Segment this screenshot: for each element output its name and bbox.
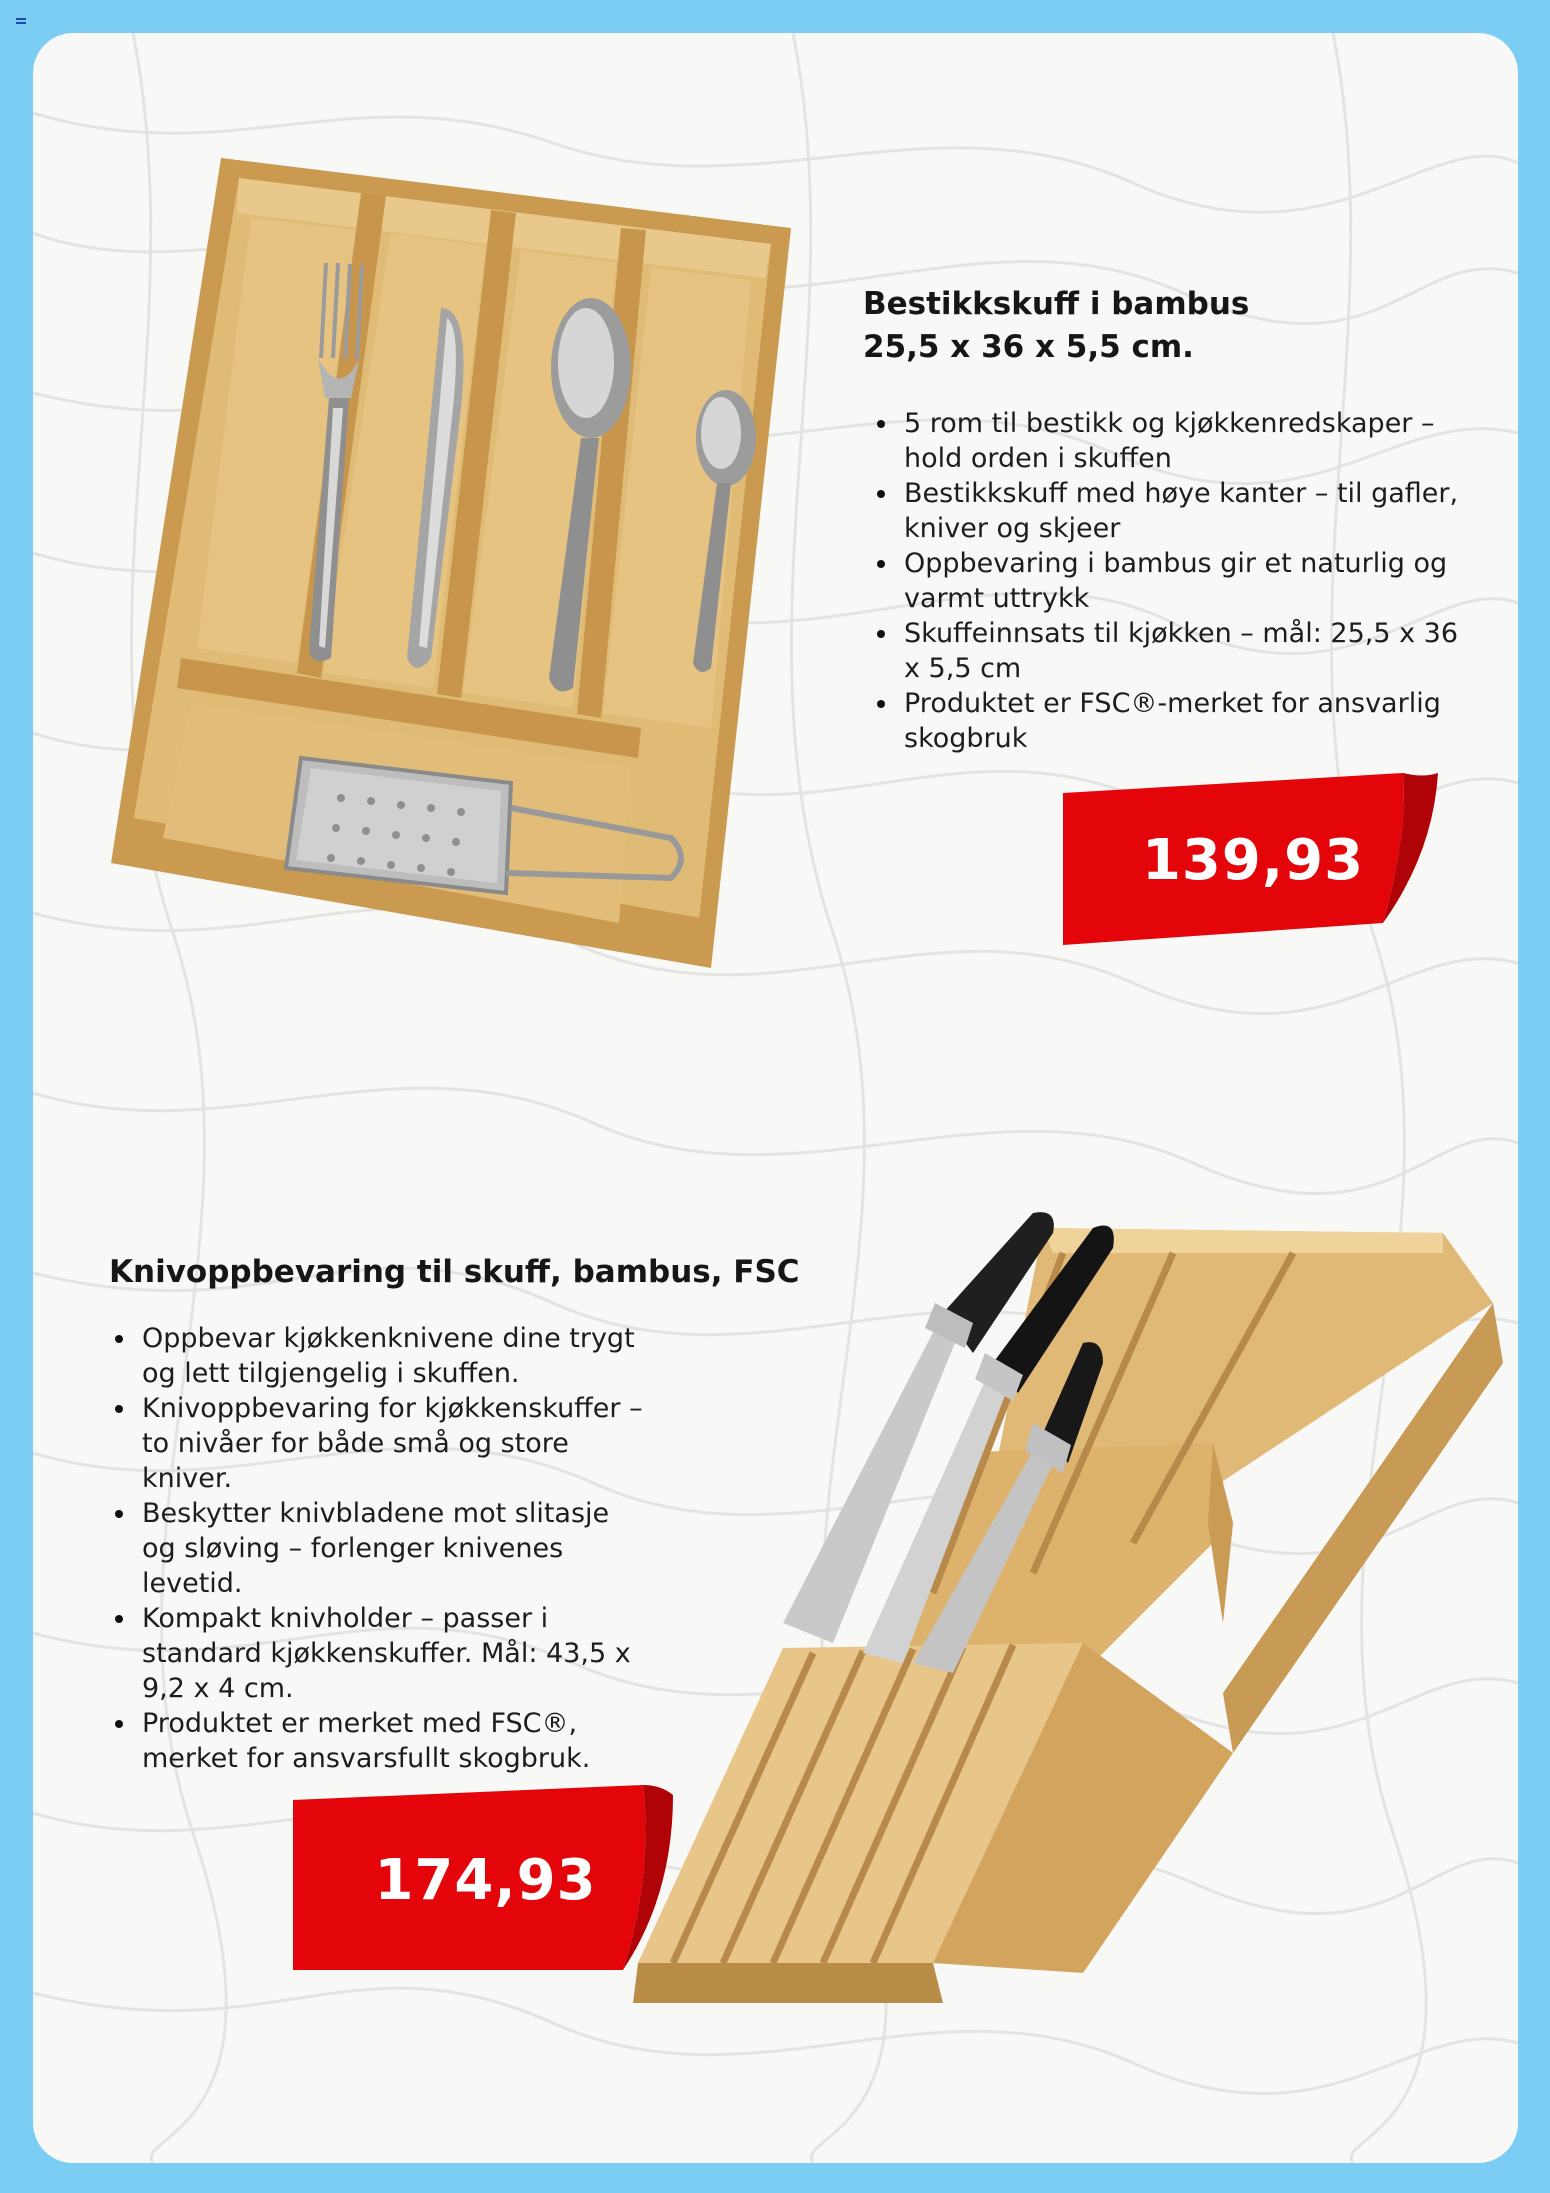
knife-block-image (613, 1193, 1513, 2003)
product-dimensions: 25,5 x 36 x 5,5 cm. (863, 329, 1194, 365)
feature-item: 5 rom til bestikk og kjøkkenredskaper – hold orden i skuffen (871, 406, 1461, 476)
feature-item: Oppbevar kjøkkenknivene dine trygt og lett tilgjengelig i skuffen. (109, 1321, 649, 1391)
feature-item: Knivoppbevaring for kjøkkenskuffer – to nivåer for både små og store kniver. (109, 1391, 649, 1496)
price-value: 139,93 (1141, 828, 1365, 893)
feature-item: Beskytter knivbladene mot slitasje og sløving – forlenger knivenes levetid. (109, 1496, 649, 1601)
menu-icon[interactable] (16, 18, 26, 26)
feature-item: Skuffeinnsats til kjøkken – mål: 25,5 x 36 x 5,5 cm (871, 616, 1461, 686)
product-title-line: Knivoppbevaring til skuff, bambus, FSC (109, 1254, 800, 1290)
feature-item: Kompakt knivholder – passer i standard kjøkkenskuffer. Mål: 43,5 x 9,2 x 4 cm. (109, 1601, 649, 1706)
price-tag-cutlery-tray (1063, 773, 1443, 948)
flyer-page (33, 33, 1518, 2163)
feature-item: Bestikkskuff med høye kanter – til gafler, kniver og skjeer (871, 476, 1461, 546)
product-title-cutlery-tray (863, 283, 1423, 369)
price-value: 174,93 (374, 1847, 597, 1913)
feature-item: Produktet er FSC®-merket for ansvarlig skogbruk (871, 686, 1461, 756)
feature-item: Oppbevaring i bambus gir et naturlig og varmt uttrykk (871, 546, 1461, 616)
feature-item: Produktet er merket med FSC®, merket for ansvarsfullt skogbruk. (109, 1706, 649, 1776)
feature-list-cutlery-tray (871, 406, 1461, 756)
feature-list-knife-block (109, 1321, 649, 1776)
product-title-line: Bestikkskuff i bambus (863, 286, 1250, 322)
cutlery-tray-image (111, 158, 831, 1008)
price-tag-knife-block (293, 1785, 678, 1975)
